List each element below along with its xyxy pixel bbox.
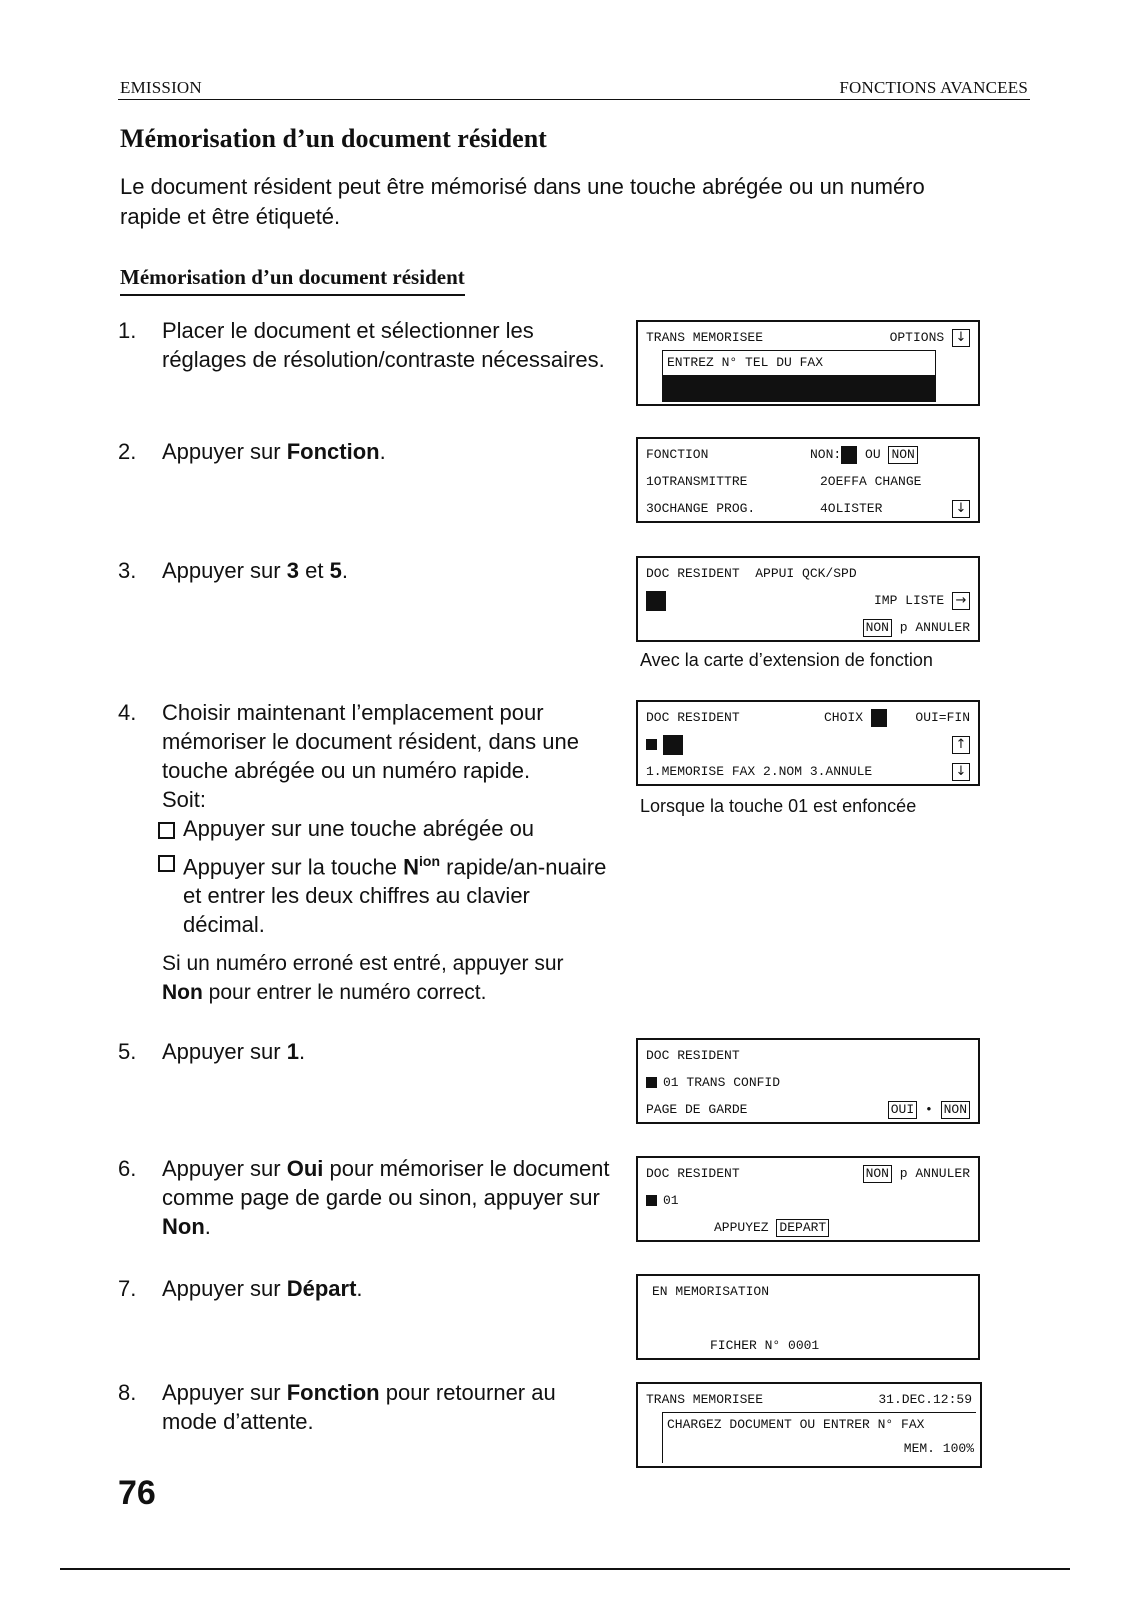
message-frame: CHARGEZ DOCUMENT OU ENTRER N° FAX MEM. 100%: [662, 1412, 976, 1463]
lcd-display-5: DOC RESIDENT 01 TRANS CONFID PAGE DE GARDE OUI • NON: [636, 1038, 980, 1124]
lcd-display-4: DOC RESIDENT CHOIX OUI=FIN ↑ 1.MEMORISE FAX 2.NOM 3.ANNULE ↓: [636, 700, 980, 786]
non-key: NON: [863, 1165, 892, 1183]
option-2: Appuyer sur la touche $N^{ion}$ rapide/an-nuaire et entrer les deux chiffres au clavier décimal.: [158, 847, 608, 939]
caption-extension-card: Avec la carte d’extension de fonction: [640, 650, 933, 670]
header-chapter: FONCTIONS AVANCEES: [839, 78, 1028, 97]
checkbox-icon: [158, 822, 175, 839]
option-1: Appuyer sur une touche abrégée ou: [158, 814, 608, 843]
intro-text: Le document résident peut être mémorisé dans une touche abrégée ou un numéro rapide et être étiqueté.: [120, 174, 925, 229]
square-icon: [646, 1077, 657, 1088]
caption-key-01: Lorsque la touche 01 est enfoncée: [640, 796, 917, 816]
subheading: Mémorisation d’un document résident: [120, 265, 465, 296]
step-5: 5. Appuyer sur 1.: [118, 1039, 306, 1064]
oui-key: OUI: [888, 1101, 917, 1119]
footer-rule: [60, 1568, 1070, 1570]
cursor-block: [663, 735, 683, 755]
cursor-block: [871, 709, 887, 727]
lcd-display-8: TRANS MEMORISEE 31.DEC.12:59 CHARGEZ DOCUMENT OU ENTRER N° FAX MEM. 100%: [636, 1382, 982, 1468]
step-4: 4. Choisir maintenant l’emplacement pour mémoriser le document résident, dans une touche abrégée ou un numéro rapide. Soit: Appuyer sur une touche abrégée ou Appuyer sur la touche $N^{ion}$ rapide/an-nuaire et entrer les deux chiffres au clavier décimal. Si un numéro erroné est entré, appuyer sur Non pour entrer le numéro correct.: [118, 698, 608, 1007]
step-7: 7. Appuyer sur Départ.: [118, 1276, 363, 1301]
depart-key: DEPART: [776, 1219, 829, 1237]
cursor-block: [646, 591, 666, 611]
down-arrow-icon: ↓: [952, 329, 970, 347]
header-section: EMISSION: [120, 78, 202, 97]
lcd-display-1: TRANS MEMORISEE OPTIONS ↓ ENTREZ N° TEL DU FAX: [636, 320, 980, 406]
cursor-block: [841, 446, 857, 464]
lcd-display-2: FONCTION NON: OU NON 1OTRANSMITTRE 2OEFFA CHANGE 3OCHANGE PROG. 4OLISTER ↓: [636, 437, 980, 523]
lcd-display-7: EN MEMORISATION FICHER N° 0001: [636, 1274, 980, 1360]
page-title: Mémorisation d’un document résident: [120, 124, 547, 153]
right-arrow-icon: →: [952, 592, 970, 610]
square-icon: [646, 1195, 657, 1206]
lcd-display-3: DOC RESIDENT APPUI QCK/SPD IMP LISTE → NON p ANNULER: [636, 556, 980, 642]
step-8: 8. Appuyer sur Fonction pour retourner au mode d’attente.: [118, 1380, 556, 1434]
non-key: NON: [888, 446, 917, 464]
step-3: 3. Appuyer sur 3 et 5.: [118, 558, 348, 583]
up-arrow-icon: ↑: [952, 736, 970, 754]
step-2: 2. Appuyer sur Fonction.: [118, 439, 386, 464]
page-number: 76: [118, 1474, 156, 1512]
checkbox-icon: [158, 855, 175, 872]
non-key: NON: [863, 619, 892, 637]
step-1: 1. Placer le document et sélectionner les réglages de résolution/contraste nécessaires.: [118, 318, 605, 372]
square-icon: [646, 739, 657, 750]
down-arrow-icon: ↓: [952, 763, 970, 781]
step-4-note: Si un numéro erroné est entré, appuyer sur Non pour entrer le numéro correct.: [162, 952, 564, 1005]
header-rule: [118, 99, 1030, 100]
step-6: 6. Appuyer sur Oui pour mémoriser le document comme page de garde ou sinon, appuyer sur Non.: [118, 1156, 610, 1239]
lcd-display-6: DOC RESIDENT NON p ANNULER 01 APPUYEZ DEPART: [636, 1156, 980, 1242]
input-cursor-bar: [663, 375, 935, 401]
non-key: NON: [941, 1101, 970, 1119]
down-arrow-icon: ↓: [952, 500, 970, 518]
